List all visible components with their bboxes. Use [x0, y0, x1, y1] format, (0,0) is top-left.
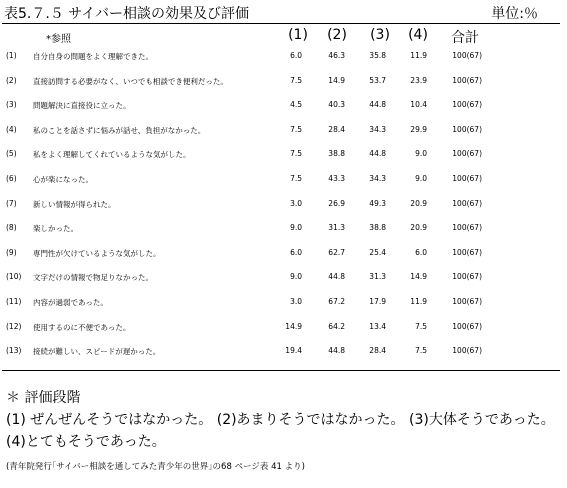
row-number: (6) [6, 174, 17, 183]
row-value-1: 7.5 [290, 174, 302, 183]
header-total: 合計 [451, 30, 479, 46]
row-number: (1) [6, 51, 17, 60]
row-text: 内容が過弱であった。 [33, 298, 108, 307]
row-value-4: 9.0 [415, 149, 427, 159]
title-row [4, 3, 560, 23]
table-row [0, 47, 567, 63]
row-total: 100(67) [452, 149, 482, 159]
row-text: 私のことを話さずに悩みが話せ、負担がなかった。 [33, 125, 206, 135]
table-row [0, 318, 567, 334]
row-number: (5) [6, 149, 17, 159]
unit-label: 単位:％ [491, 6, 538, 22]
row-total: 100(67) [452, 223, 482, 233]
row-value-4: 7.5 [415, 346, 427, 356]
row-text: 自分自身の問題をよく理解できた。 [33, 52, 153, 61]
row-value-3: 31.3 [369, 272, 386, 282]
row-value-2: 26.9 [328, 198, 345, 208]
row-text: 心が楽になった。 [33, 175, 93, 184]
row-value-3: 44.8 [369, 100, 386, 110]
row-total: 100(67) [452, 272, 482, 282]
row-total: 100(67) [452, 198, 482, 208]
row-value-2: 40.3 [328, 100, 345, 110]
row-value-1: 6.0 [290, 51, 302, 60]
row-value-1: 14.9 [285, 321, 302, 331]
row-value-3: 44.8 [369, 149, 386, 159]
row-value-2: 31.3 [328, 223, 345, 233]
table-title: 表5.７.５ サイバー相談の効果及び評価 [4, 6, 249, 22]
row-value-3: 53.7 [369, 75, 386, 85]
header-col-1: (1) [288, 27, 308, 43]
row-value-3: 49.3 [369, 198, 386, 208]
row-value-4: 20.9 [410, 223, 427, 233]
row-value-2: 62.7 [328, 247, 345, 257]
row-value-1: 9.0 [290, 272, 302, 282]
row-value-2: 64.2 [328, 321, 345, 331]
row-value-4: 20.9 [410, 198, 427, 208]
table-row [0, 170, 567, 186]
row-value-3: 35.8 [369, 51, 386, 60]
row-value-1: 3.0 [290, 198, 302, 208]
header-ref: *参照 [46, 34, 71, 45]
row-value-1: 7.5 [290, 75, 302, 85]
row-value-3: 38.8 [369, 223, 386, 233]
row-value-4: 14.9 [410, 272, 427, 282]
row-number: (13) [6, 346, 22, 356]
row-total: 100(67) [452, 124, 482, 134]
row-value-2: 14.9 [328, 75, 345, 85]
row-value-2: 28.4 [328, 124, 345, 134]
row-value-3: 25.4 [369, 247, 386, 257]
row-number: (9) [6, 247, 17, 257]
row-value-4: 9.0 [415, 174, 427, 183]
row-number: (2) [6, 75, 17, 85]
table-row [0, 145, 567, 161]
table-row [0, 195, 567, 211]
table-row [0, 121, 567, 137]
row-value-3: 17.9 [369, 297, 386, 306]
header-col-2: (2) [327, 27, 347, 43]
row-total: 100(67) [452, 100, 482, 110]
row-value-1: 4.5 [290, 100, 302, 110]
row-text: 専門性が欠けているような気がした。 [33, 248, 161, 258]
table-row [0, 342, 567, 358]
row-value-1: 9.0 [290, 223, 302, 233]
row-text: 問題解決に直接役に立った。 [33, 101, 131, 111]
row-value-4: 11.9 [410, 297, 427, 306]
row-number: (11) [6, 297, 22, 306]
row-value-4: 23.9 [410, 75, 427, 85]
row-total: 100(67) [452, 321, 482, 331]
legend-line-1: (1) ぜんぜんそうではなかった。 (2)あまりそうではなかった。 (3)大体そうであった。 [6, 412, 555, 428]
row-total: 100(67) [452, 75, 482, 85]
row-total: 100(67) [452, 247, 482, 257]
table-row [0, 96, 567, 112]
row-total: 100(67) [452, 346, 482, 356]
table-row [0, 219, 567, 235]
row-value-3: 34.3 [369, 124, 386, 134]
row-value-2: 46.3 [328, 51, 345, 60]
row-value-1: 6.0 [290, 247, 302, 257]
table-row [0, 244, 567, 260]
row-text: 新しい情報が得られた。 [33, 199, 116, 209]
row-number: (7) [6, 198, 17, 208]
header-col-4: (4) [408, 27, 428, 43]
row-total: 100(67) [452, 51, 482, 60]
row-value-2: 38.8 [328, 149, 345, 159]
bottom-rule [2, 370, 560, 371]
row-value-4: 7.5 [415, 321, 427, 331]
legend-heading: ＊ 評価段階 [6, 390, 81, 406]
row-text: 直接訪問する必要がなく、いつでも相談でき便利だった。 [33, 76, 228, 86]
row-text: 私をよく理解してくれているような気がした。 [33, 150, 191, 160]
row-value-4: 29.9 [410, 124, 427, 134]
row-value-4: 10.4 [410, 100, 427, 110]
row-value-4: 11.9 [410, 51, 427, 60]
row-number: (12) [6, 321, 22, 331]
row-text: 文字だけの情報で物足りなかった。 [33, 273, 153, 283]
source-note: (青年院発行｢サイバー相談を通してみた青少年の世界｣の68 ページ表 41 より) [6, 462, 305, 472]
row-value-1: 3.0 [290, 297, 302, 306]
row-value-1: 7.5 [290, 124, 302, 134]
legend-line-2: (4)とてもそうであった。 [6, 434, 166, 450]
row-text: 接続が難しい、スピードが遅かった。 [33, 347, 161, 357]
top-rule [2, 23, 560, 24]
row-number: (8) [6, 223, 17, 233]
table-row [0, 293, 567, 309]
table-row [0, 268, 567, 284]
row-value-1: 7.5 [290, 149, 302, 159]
row-value-1: 19.4 [285, 346, 302, 356]
row-text: 使用するのに不便であった。 [33, 322, 131, 332]
row-number: (4) [6, 124, 17, 134]
header-col-3: (3) [370, 27, 390, 43]
row-value-4: 6.0 [415, 247, 427, 257]
row-total: 100(67) [452, 297, 482, 306]
row-value-3: 13.4 [369, 321, 386, 331]
table-row [0, 72, 567, 88]
row-number: (10) [6, 272, 22, 282]
row-value-2: 67.2 [328, 297, 345, 306]
row-value-3: 28.4 [369, 346, 386, 356]
row-value-2: 44.8 [328, 346, 345, 356]
row-total: 100(67) [452, 174, 482, 183]
table-header [0, 27, 567, 45]
row-value-2: 43.3 [328, 174, 345, 183]
row-text: 楽しかった。 [33, 224, 78, 234]
row-value-3: 34.3 [369, 174, 386, 183]
row-number: (3) [6, 100, 17, 110]
legend [6, 387, 561, 451]
row-value-2: 44.8 [328, 272, 345, 282]
